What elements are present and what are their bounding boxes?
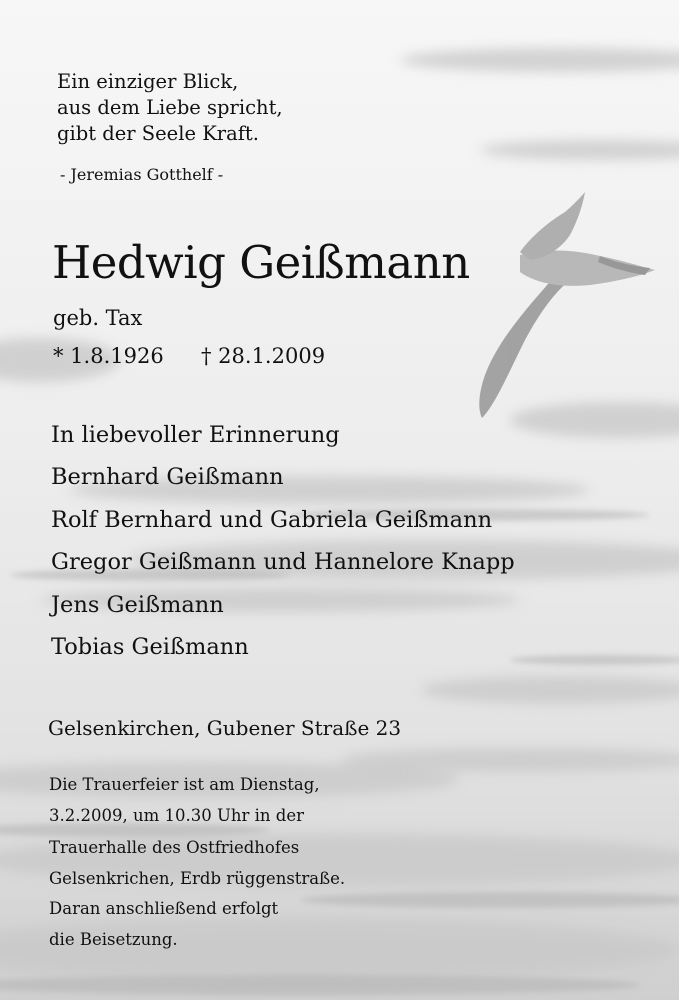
funeral-notice-line: Die Trauerfeier ist am Dienstag, <box>49 775 320 794</box>
quote-line: aus dem Liebe spricht, <box>57 96 283 119</box>
funeral-notice-line: Trauerhalle des Ostfriedhofes <box>49 838 300 857</box>
funeral-notice-line: die Beisetzung. <box>49 930 178 949</box>
birth-name: geb. Tax <box>53 306 143 330</box>
death-date: † 28.1.2009 <box>201 344 326 368</box>
mourner-name: Rolf Bernhard und Gabriela Geißmann <box>51 507 493 533</box>
mourner-name: Tobias Geißmann <box>51 634 249 660</box>
quote-line: gibt der Seele Kraft. <box>57 122 259 145</box>
quote-line: Ein einziger Blick, <box>57 70 239 93</box>
funeral-notice-line: Daran anschließend erfolgt <box>49 899 279 918</box>
funeral-notice-line: 3.2.2009, um 10.30 Uhr in der <box>49 806 304 825</box>
mourner-name: Gregor Geißmann und Hannelore Knapp <box>51 549 515 575</box>
mourner-name: Bernhard Geißmann <box>51 464 284 490</box>
funeral-notice-line: Gelsenkrichen, Erdb rüggenstraße. <box>49 869 346 888</box>
mourner-name: Jens Geißmann <box>51 592 224 618</box>
quote-author: - Jeremias Gotthelf - <box>60 165 224 184</box>
remembrance-heading: In liebevoller Erinnerung <box>51 422 340 448</box>
birth-date: * 1.8.1926 <box>53 344 164 368</box>
deceased-name: Hedwig Geißmann <box>52 236 470 289</box>
family-address: Gelsenkirchen, Gubener Straße 23 <box>48 716 402 740</box>
